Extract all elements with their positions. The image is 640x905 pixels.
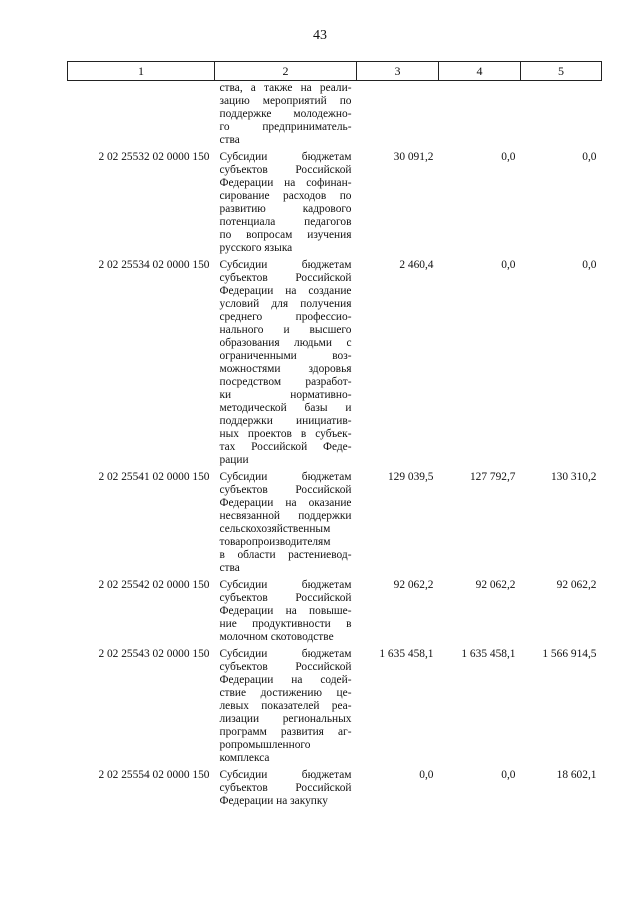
description-line: ствие достижению це- xyxy=(219,687,352,699)
header-row xyxy=(68,62,602,81)
continuation-code-cell xyxy=(68,81,215,148)
amount-col-3: 30 091,2 xyxy=(393,151,434,163)
description-line: образования людьми с xyxy=(219,337,352,349)
amount-col-5: 130 310,2 xyxy=(550,471,597,483)
description-line: ства, а также на реали- xyxy=(219,82,352,94)
description-line: субъектов Российской xyxy=(219,782,352,794)
description-line: ние продуктивности в xyxy=(219,618,352,630)
description-line: ных проектов в субъек- xyxy=(219,428,352,440)
description-line: товаропроизводителям xyxy=(219,536,331,548)
description-line: субъектов Российской xyxy=(219,164,352,176)
description-line: по вопросам изучения xyxy=(219,229,352,241)
page-number: 43 xyxy=(313,28,327,43)
amount-col-5: 1 566 914,5 xyxy=(542,648,597,660)
continuation-description xyxy=(215,81,357,148)
amount-col-3: 92 062,2 xyxy=(393,579,434,591)
description-line: ропромышленного xyxy=(219,739,311,751)
row-description xyxy=(215,471,357,575)
budget-code: 2 02 25532 02 0000 150 xyxy=(98,151,210,163)
description-line: ограниченными воз- xyxy=(219,350,352,362)
description-line: ства xyxy=(219,562,240,574)
table-row xyxy=(68,579,602,644)
description-line: тах Российской Феде- xyxy=(219,441,352,453)
table-row xyxy=(68,259,602,467)
amount-col-3: 0,0 xyxy=(419,769,434,781)
amount-col-3: 2 460,4 xyxy=(399,259,434,271)
description-line: развитию кадрового xyxy=(219,203,352,215)
description-line: методической базы и xyxy=(219,402,352,414)
amount-col-5: 0,0 xyxy=(582,259,597,271)
description-line: Субсидии бюджетам xyxy=(219,769,352,781)
table-body xyxy=(68,81,602,809)
amount-col-4: 92 062,2 xyxy=(475,579,516,591)
description-line: сельскохозяйственным xyxy=(219,523,331,535)
header-col-5: 5 xyxy=(521,62,602,81)
description-line: субъектов Российской xyxy=(219,272,352,284)
description-line: рации xyxy=(219,454,249,466)
amount-col-4: 127 792,7 xyxy=(469,471,516,483)
description-line: субъектов Российской xyxy=(219,661,352,673)
budget-table xyxy=(67,61,602,808)
row-description xyxy=(215,579,357,644)
budget-code: 2 02 25554 02 0000 150 xyxy=(98,769,210,781)
amount-col-4: 1 635 458,1 xyxy=(461,648,516,660)
description-line: в области растениевод- xyxy=(219,549,352,561)
budget-code: 2 02 25534 02 0000 150 xyxy=(98,259,210,271)
description-line: левых показателей реа- xyxy=(219,700,352,712)
budget-code: 2 02 25543 02 0000 150 xyxy=(98,648,210,660)
description-line: ства xyxy=(219,134,240,146)
row-description xyxy=(215,648,357,765)
description-line: Субсидии бюджетам xyxy=(219,151,352,163)
description-line: го предприниматель- xyxy=(219,121,352,133)
amount-col-4: 0,0 xyxy=(501,259,516,271)
amount-col-5: 92 062,2 xyxy=(556,579,597,591)
description-line: условий для получения xyxy=(219,298,352,310)
description-line: лизации региональных xyxy=(219,713,352,725)
description-line: зацию мероприятий по xyxy=(219,95,352,107)
continuation-row xyxy=(68,81,602,148)
description-line: посредством разработ- xyxy=(219,376,352,388)
table-row xyxy=(68,471,602,575)
description-line: программ развития аг- xyxy=(219,726,352,738)
budget-code: 2 02 25542 02 0000 150 xyxy=(98,579,210,591)
header-col-1: 1 xyxy=(68,62,215,81)
header-col-2: 2 xyxy=(215,62,357,81)
description-line: среднего профессио- xyxy=(219,311,352,323)
amount-col-4: 0,0 xyxy=(501,151,516,163)
table-row xyxy=(68,648,602,765)
table-row xyxy=(68,151,602,255)
description-line: Субсидии бюджетам xyxy=(219,648,352,660)
description-line: комплекса xyxy=(219,752,270,764)
row-description xyxy=(215,769,357,808)
amount-col-5: 0,0 xyxy=(582,151,597,163)
amount-col-4: 0,0 xyxy=(501,769,516,781)
description-line: Федерации на закупку xyxy=(219,795,328,807)
description-line: можностями здоровья xyxy=(219,363,352,375)
description-line: Федерации на повыше- xyxy=(219,605,352,617)
description-line: потенциала педагогов xyxy=(219,216,352,228)
description-line: Федерации на софинан- xyxy=(219,177,352,189)
description-line: Федерации на оказание xyxy=(219,497,352,509)
budget-code: 2 02 25541 02 0000 150 xyxy=(98,471,210,483)
description-line: молочном скотоводстве xyxy=(219,631,334,643)
table-row xyxy=(68,769,602,808)
description-line: русского языка xyxy=(219,242,293,254)
description-line: поддержке молодежно- xyxy=(219,108,352,120)
description-line: поддержки инициатив- xyxy=(219,415,352,427)
description-line: ки нормативно- xyxy=(219,389,352,401)
description-line: несвязанной поддержки xyxy=(219,510,352,522)
amount-col-3: 129 039,5 xyxy=(387,471,434,483)
row-description xyxy=(215,259,357,467)
description-line: Федерации на создание xyxy=(219,285,352,297)
header-col-4: 4 xyxy=(439,62,521,81)
description-line: субъектов Российской xyxy=(219,484,352,496)
description-line: Субсидии бюджетам xyxy=(219,259,352,271)
description-line: Субсидии бюджетам xyxy=(219,471,352,483)
row-description xyxy=(215,151,357,255)
amount-col-3: 1 635 458,1 xyxy=(379,648,434,660)
description-line: субъектов Российской xyxy=(219,592,352,604)
description-line: Федерации на содей- xyxy=(219,674,352,686)
description-line: нального и высшего xyxy=(219,324,352,336)
header-col-3: 3 xyxy=(357,62,439,81)
description-line: сирование расходов по xyxy=(219,190,352,202)
description-line: Субсидии бюджетам xyxy=(219,579,352,591)
amount-col-5: 18 602,1 xyxy=(556,769,597,781)
